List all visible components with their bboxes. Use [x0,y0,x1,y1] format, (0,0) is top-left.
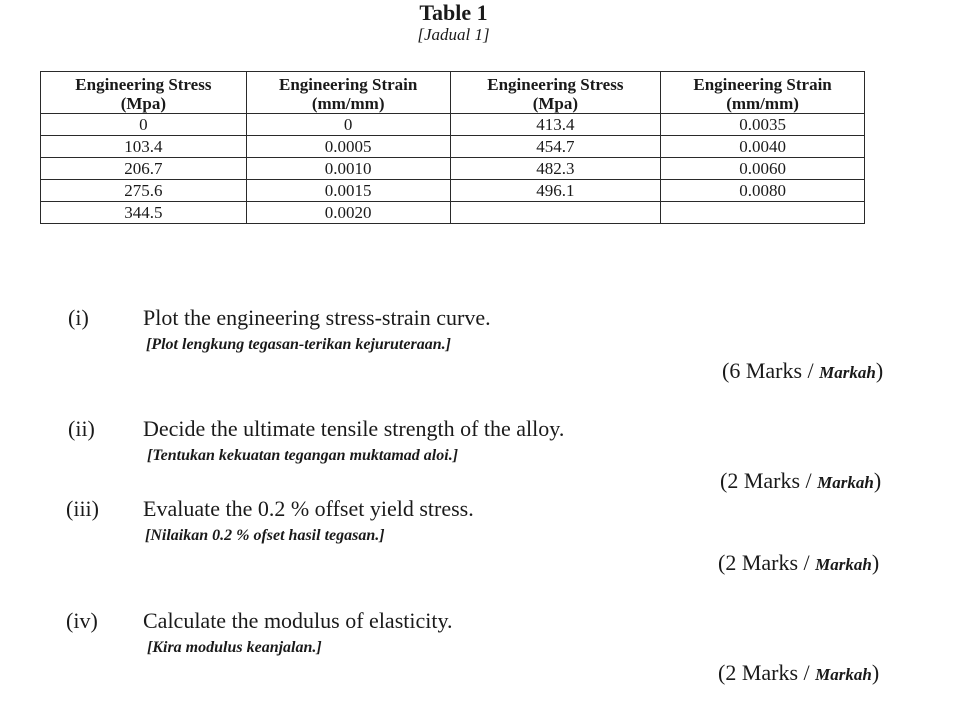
question-translation: [Tentukan kekuatan tegangan muktamad aloi.] [147,447,459,464]
header-line2: (Mpa) [532,94,579,113]
header-line2: (mm/mm) [726,94,799,113]
table-header-row [41,72,865,114]
table-cell: 496.1 [450,180,661,202]
header-engineering-stress-1 [41,72,247,114]
table-row [41,158,865,180]
question-marks [720,468,881,496]
question-number: (i) [68,305,89,330]
table-cell: 0.0080 [661,180,865,202]
question-translation: [Plot lengkung tegasan-terikan kejuruteraan.] [146,336,451,353]
question-number: (iii) [66,496,99,521]
question-number: (iv) [66,608,98,633]
marks-close: ) [875,358,884,383]
question-marks [718,660,879,688]
header-line2: (mm/mm) [311,94,385,113]
table-cell: 0.0015 [246,180,450,202]
question-translation: [Kira modulus keanjalan.] [147,639,322,656]
table-cell: 413.4 [450,114,661,136]
header-line1: Engineering Strain [278,75,418,94]
marks-word: Markah [815,665,872,684]
table-cell: 275.6 [41,180,247,202]
table-row [41,180,865,202]
table-cell-empty [450,202,661,224]
marks-label: (2 Marks / [718,660,816,685]
marks-label: (2 Marks / [718,550,816,575]
table-row [41,202,865,224]
table-cell: 0.0020 [246,202,450,224]
header-line1: Engineering Strain [693,75,832,94]
table-cell: 103.4 [41,136,247,158]
question-number: (ii) [68,416,95,441]
marks-close: ) [871,660,880,685]
question-text: Decide the ultimate tensile strength of the alloy. [143,416,565,441]
table-cell: 0.0040 [661,136,865,158]
table-cell: 0.0005 [246,136,450,158]
table-cell: 0 [246,114,450,136]
table-row [41,136,865,158]
table-cell: 0 [41,114,247,136]
marks-word: Markah [817,473,874,492]
table-cell: 0.0035 [661,114,865,136]
header-engineering-stress-2 [450,72,661,114]
table-cell: 454.7 [450,136,661,158]
question-text: Plot the engineering stress-strain curve. [143,305,491,330]
header-line1: Engineering Stress [487,75,624,94]
question-translation: [Nilaikan 0.2 % ofset hasil tegasan.] [145,527,385,544]
question-marks [718,550,879,578]
marks-label: (2 Marks / [720,468,818,493]
table-subtitle: [Jadual 1] [417,25,490,44]
question-text: Calculate the modulus of elasticity. [143,608,453,633]
question-text: Evaluate the 0.2 % offset yield stress. [143,496,474,521]
table-title: Table 1 [419,0,488,25]
marks-word: Markah [819,363,876,382]
marks-close: ) [873,468,882,493]
table-cell: 206.7 [41,158,247,180]
table-cell: 344.5 [41,202,247,224]
table-cell-empty [661,202,865,224]
header-line2: (Mpa) [120,94,167,113]
header-engineering-strain-1 [246,72,450,114]
marks-word: Markah [815,555,872,574]
data-table [40,71,865,224]
header-engineering-strain-2 [661,72,865,114]
table-row [41,114,865,136]
table-cell: 482.3 [450,158,661,180]
question-marks [722,358,883,386]
marks-label: (6 Marks / [722,358,820,383]
table-cell: 0.0010 [246,158,450,180]
marks-close: ) [871,550,880,575]
table-cell: 0.0060 [661,158,865,180]
header-line1: Engineering Stress [75,75,212,94]
